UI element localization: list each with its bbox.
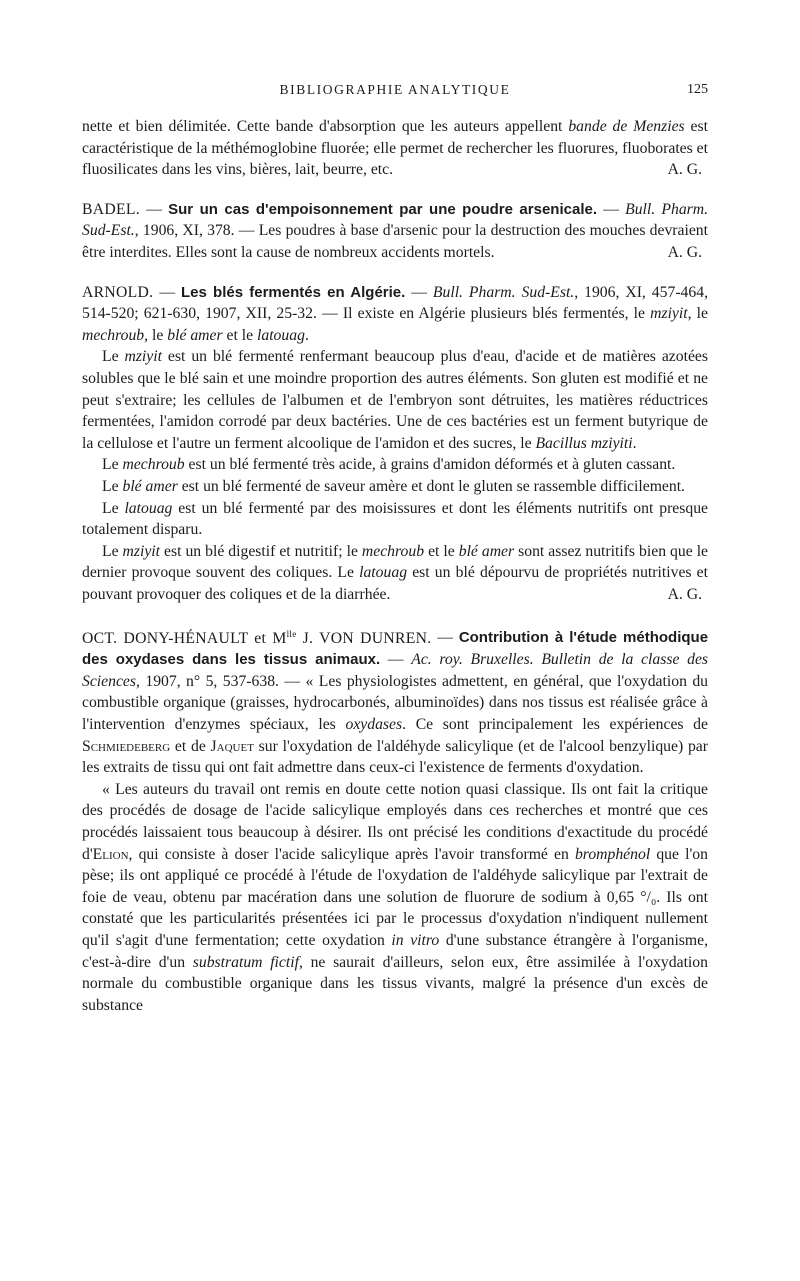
citation: , 1906, XI, 378. bbox=[134, 222, 235, 240]
paragraph: « Les auteurs du travail ont remis en doute cette notion quasi classique. Ils ont fait la critique des procédés de dosage de l'acide salicylique employés dans ces recherches et montré que ces procédés laissaient tous beaucoup à désirer. Ils ont précisé les conditions d'exactitude du procédé d'Elion, qui consiste à doser l'acide salicylique après l'avoir transformé en bromphénol que l'on pèse; ils ont appliqué ce procédé à l'étude de l'oxydation de l'aldéhyde salicylique par l'extrait de foie de veau, obtenu par macération dans une solution de fluorure de sodium à 0,65 °/₀. Ils ont constaté que les particularités présentées ici par le processus d'oxydation n'indiquent nullement qu'il s'agit d'une fermentation; cette oxydation in vitro d'une substance étrangère à l'organisme, c'est-à-dire d'un substratum fictif, ne saurait d'ailleurs, selon eux, être assimilée à l'oxydation normale du combustible organique dans les tissus vivants, malgré la présence d'un excès de substance bbox=[82, 780, 708, 1014]
entry-title: Les blés fermentés en Algérie. bbox=[180, 283, 406, 301]
signature: A. G. bbox=[667, 161, 702, 179]
page bbox=[82, 80, 708, 1016]
citation: , 1906, XI, 457-464, 514-520; 621-630, 1907, XII, 25-32. bbox=[82, 283, 708, 323]
paragraph: Le latouag est un blé fermenté par des moisissures et dont les éléments nutritifs ont presque totalement disparu. bbox=[82, 499, 709, 539]
entry-text: nette et bien délimitée. Cette bande d'absorption que les auteurs appellent bande de Menzies est caractéristique de la méthémoglobine fluorée; elle permet de rechercher les fluorures, fluoborates et fluosilicates dans les vins, bières, lait, beurre, etc. A. G. bbox=[82, 116, 708, 181]
signature: A. G. bbox=[667, 243, 702, 261]
entry-text: BADEL. — Sur un cas d'empoisonnement par une poudre arsenicale. — Bull. Pharm. Sud-Est., 1906, XI, 378. — Les poudres à base d'arsenic pour la destruction des mouches devraient être interdites. Elles sont la cause de nombreux accidents mortels. A. G. bbox=[82, 199, 708, 264]
author: OCT. DONY-HÉNAULT et $M^{lle}$ J. VON DUNREN. bbox=[82, 628, 432, 647]
author: ARNOLD. bbox=[82, 283, 154, 301]
paragraph: Le mziyit est un blé fermenté renfermant beaucoup plus d'eau, d'acide et de matières azotées solubles que le blé sain et une moindre proportion des autres éléments. Son gluten est modifié et ne peut s'extraire; les cellules de l'albumen et de l'embryon sont détruites, les matières réductrices fermentées, l'amidon corrodé par deux bactéries. Une de ces bactéries est un ferment butyrique de la cellulose et l'autre un ferment alcoolique de l'amidon et des sucres, le Bacillus mziyiti. bbox=[82, 348, 708, 452]
paragraph: Le mechroub est un blé fermenté très acide, à grains d'amidon déformés et à gluten cassant. bbox=[102, 456, 676, 474]
summary: Les poudres à base d'arsenic pour la destruction des mouches devraient être interdites. Elles sont la cause de nombreux accidents mortels. bbox=[82, 222, 709, 261]
entry-continuation bbox=[82, 116, 708, 181]
entry-text: OCT. DONY-HÉNAULT et $M^{lle}$ J. VON DUNREN. — Contribution à l'étude méthodique des oxydases dans les tissus animaux. — Ac. roy. Bruxelles. Bulletin de la classe des Sciences, 1907, n° 5, 537-638. — « Les physiologistes admettent, en général, que l'oxydation du combustible organique (graisses, hydrocarbonés, albuminoïdes) dans nos tissus est réalisée grâce à l'intervention d'enzymes spéciaux, les oxydases. Ce sont principalement les expériences de Schmiedeberg et de Jaquet sur l'oxydation de l'aldéhyde salicylique (et de l'alcool benzylique) par les extraits de tissu qui ont fait admettre dans ceux-ci l'existence de ferments d'oxydation. bbox=[82, 628, 709, 777]
entry-badel bbox=[82, 199, 708, 264]
entry-dony-henault bbox=[82, 623, 708, 1016]
paragraph: Le mziyit est un blé digestif et nutritif; le mechroub et le blé amer sont assez nutritifs bien que le dernier provoque souvent des coliques. Le latouag est un blé dépourvu de propriétés nutritives et pouvant provoquer des coliques et de la diarrhée. A. G. bbox=[82, 541, 708, 606]
journal: Ac. roy. Bruxelles. Bulletin de la classe des Sciences bbox=[82, 651, 709, 690]
author: BADEL. bbox=[82, 200, 141, 218]
entry-text: ARNOLD. — Les blés fermentés en Algérie. — Bull. Pharm. Sud-Est., 1906, XI, 457-464, 514-520; 621-630, 1907, XII, 25-32. — Il existe en Algérie plusieurs blés fermentés, le mziyit, le mechroub, le blé amer et le latouag. bbox=[82, 283, 709, 344]
citation: , 1907, n° 5, 537-638. bbox=[136, 672, 279, 690]
running-title: BIBLIOGRAPHIE ANALYTIQUE bbox=[279, 82, 511, 97]
journal: Bull. Pharm. Sud-Est. bbox=[82, 200, 709, 240]
page-number: 125 bbox=[687, 82, 708, 97]
journal: Bull. Pharm. Sud-Est. bbox=[432, 283, 575, 301]
signature: A. G. bbox=[667, 585, 702, 603]
entry-title: Contribution à l'étude méthodique des oxydases dans les tissus animaux. bbox=[82, 629, 709, 669]
entry-title: Sur un cas d'empoisonnement par une poudre arsenicale. bbox=[168, 200, 597, 218]
entry-arnold bbox=[82, 282, 708, 606]
article-body bbox=[82, 116, 708, 1016]
line-rest: est caractéristique de la méthémoglobine fluorée; elle permet de rechercher les fluorures, fluoborates et fluosilicates dans les vins, bières, lait, beurre, etc. bbox=[82, 118, 708, 179]
paragraph: Le blé amer est un blé fermenté de saveur amère et dont le gluten se rassemble difficilement. bbox=[102, 477, 685, 495]
journal-italic: bande de Menzies bbox=[568, 118, 685, 135]
running-header bbox=[82, 80, 708, 104]
